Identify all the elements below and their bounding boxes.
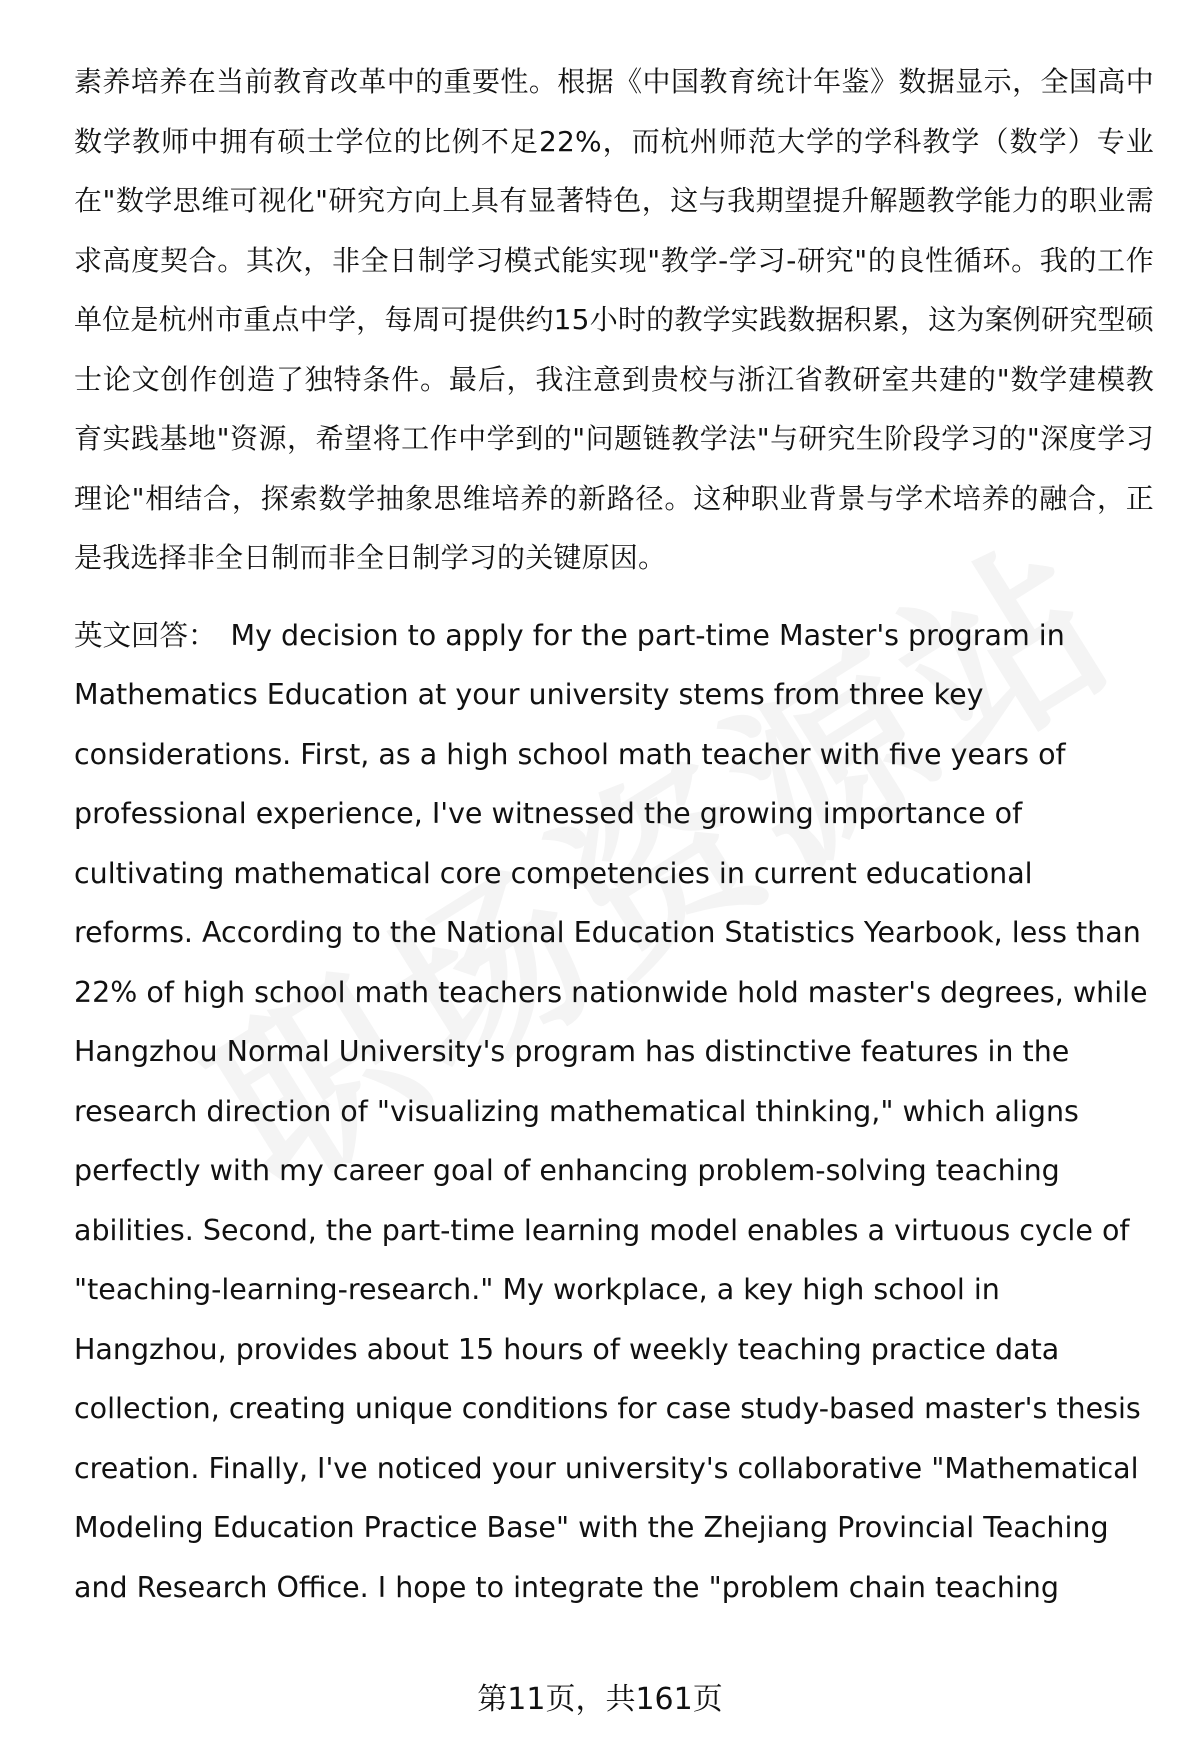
document-content	[74, 52, 1154, 1617]
chinese-answer-paragraph: 素养培养在当前教育改革中的重要性。根据《中国教育统计年鉴》数据显示，全国高中数学教师中拥有硕士学位的比例不足22%，而杭州师范大学的学科教学（数学）专业在"数学思维可视化"研究方向上具有显著特色，这与我期望提升解题教学能力的职业需求高度契合。其次，非全日制学习模式能实现"教学-学习-研究"的良性循环。我的工作单位是杭州市重点中学，每周可提供约15小时的教学实践数据积累，这为案例研究型硕士论文创作创造了独特条件。最后，我注意到贵校与浙江省教研室共建的"数学建模教育实践基地"资源，希望将工作中学到的"问题链教学法"与研究生阶段学习的"深度学习理论"相结合，探索数学抽象思维培养的新路径。这种职业背景与学术培养的融合，正是我选择非全日制而非全日制学习的关键原因。	[74, 65, 1154, 574]
english-answer-paragraph	[74, 606, 1154, 1618]
english-answer-text: My decision to apply for the part-time Master's program in Mathematics Education at your university stems from three key considerations. First, as a high school math teacher with five years of professional experience, I've witnessed the growing importance of cultivating mathematical core competencies in current educational reforms. According to the National Education Statistics Yearbook, less than 22% of high school math teachers nationwide hold master's degrees, while Hangzhou Normal University's program has distinctive features in the research direction of "visualizing mathematical thinking," which aligns perfectly with my career goal of enhancing problem-solving teaching abilities. Second, the part-time learning model enables a virtuous cycle of "teaching-learning-research." My workplace, a key high school in Hangzhou, provides about 15 hours of weekly teaching practice data collection, creating unique conditions for case study-based master's thesis creation. Finally, I've noticed your university's collaborative "Mathematical Modeling Education Practice Base" with the Zhejiang Provincial Teaching and Research Office. I hope to integrate the "problem chain teaching	[74, 618, 1148, 1604]
english-answer-label: 英文回答：	[74, 618, 217, 652]
page-number-footer: 第11页，共161页	[477, 1682, 723, 1717]
